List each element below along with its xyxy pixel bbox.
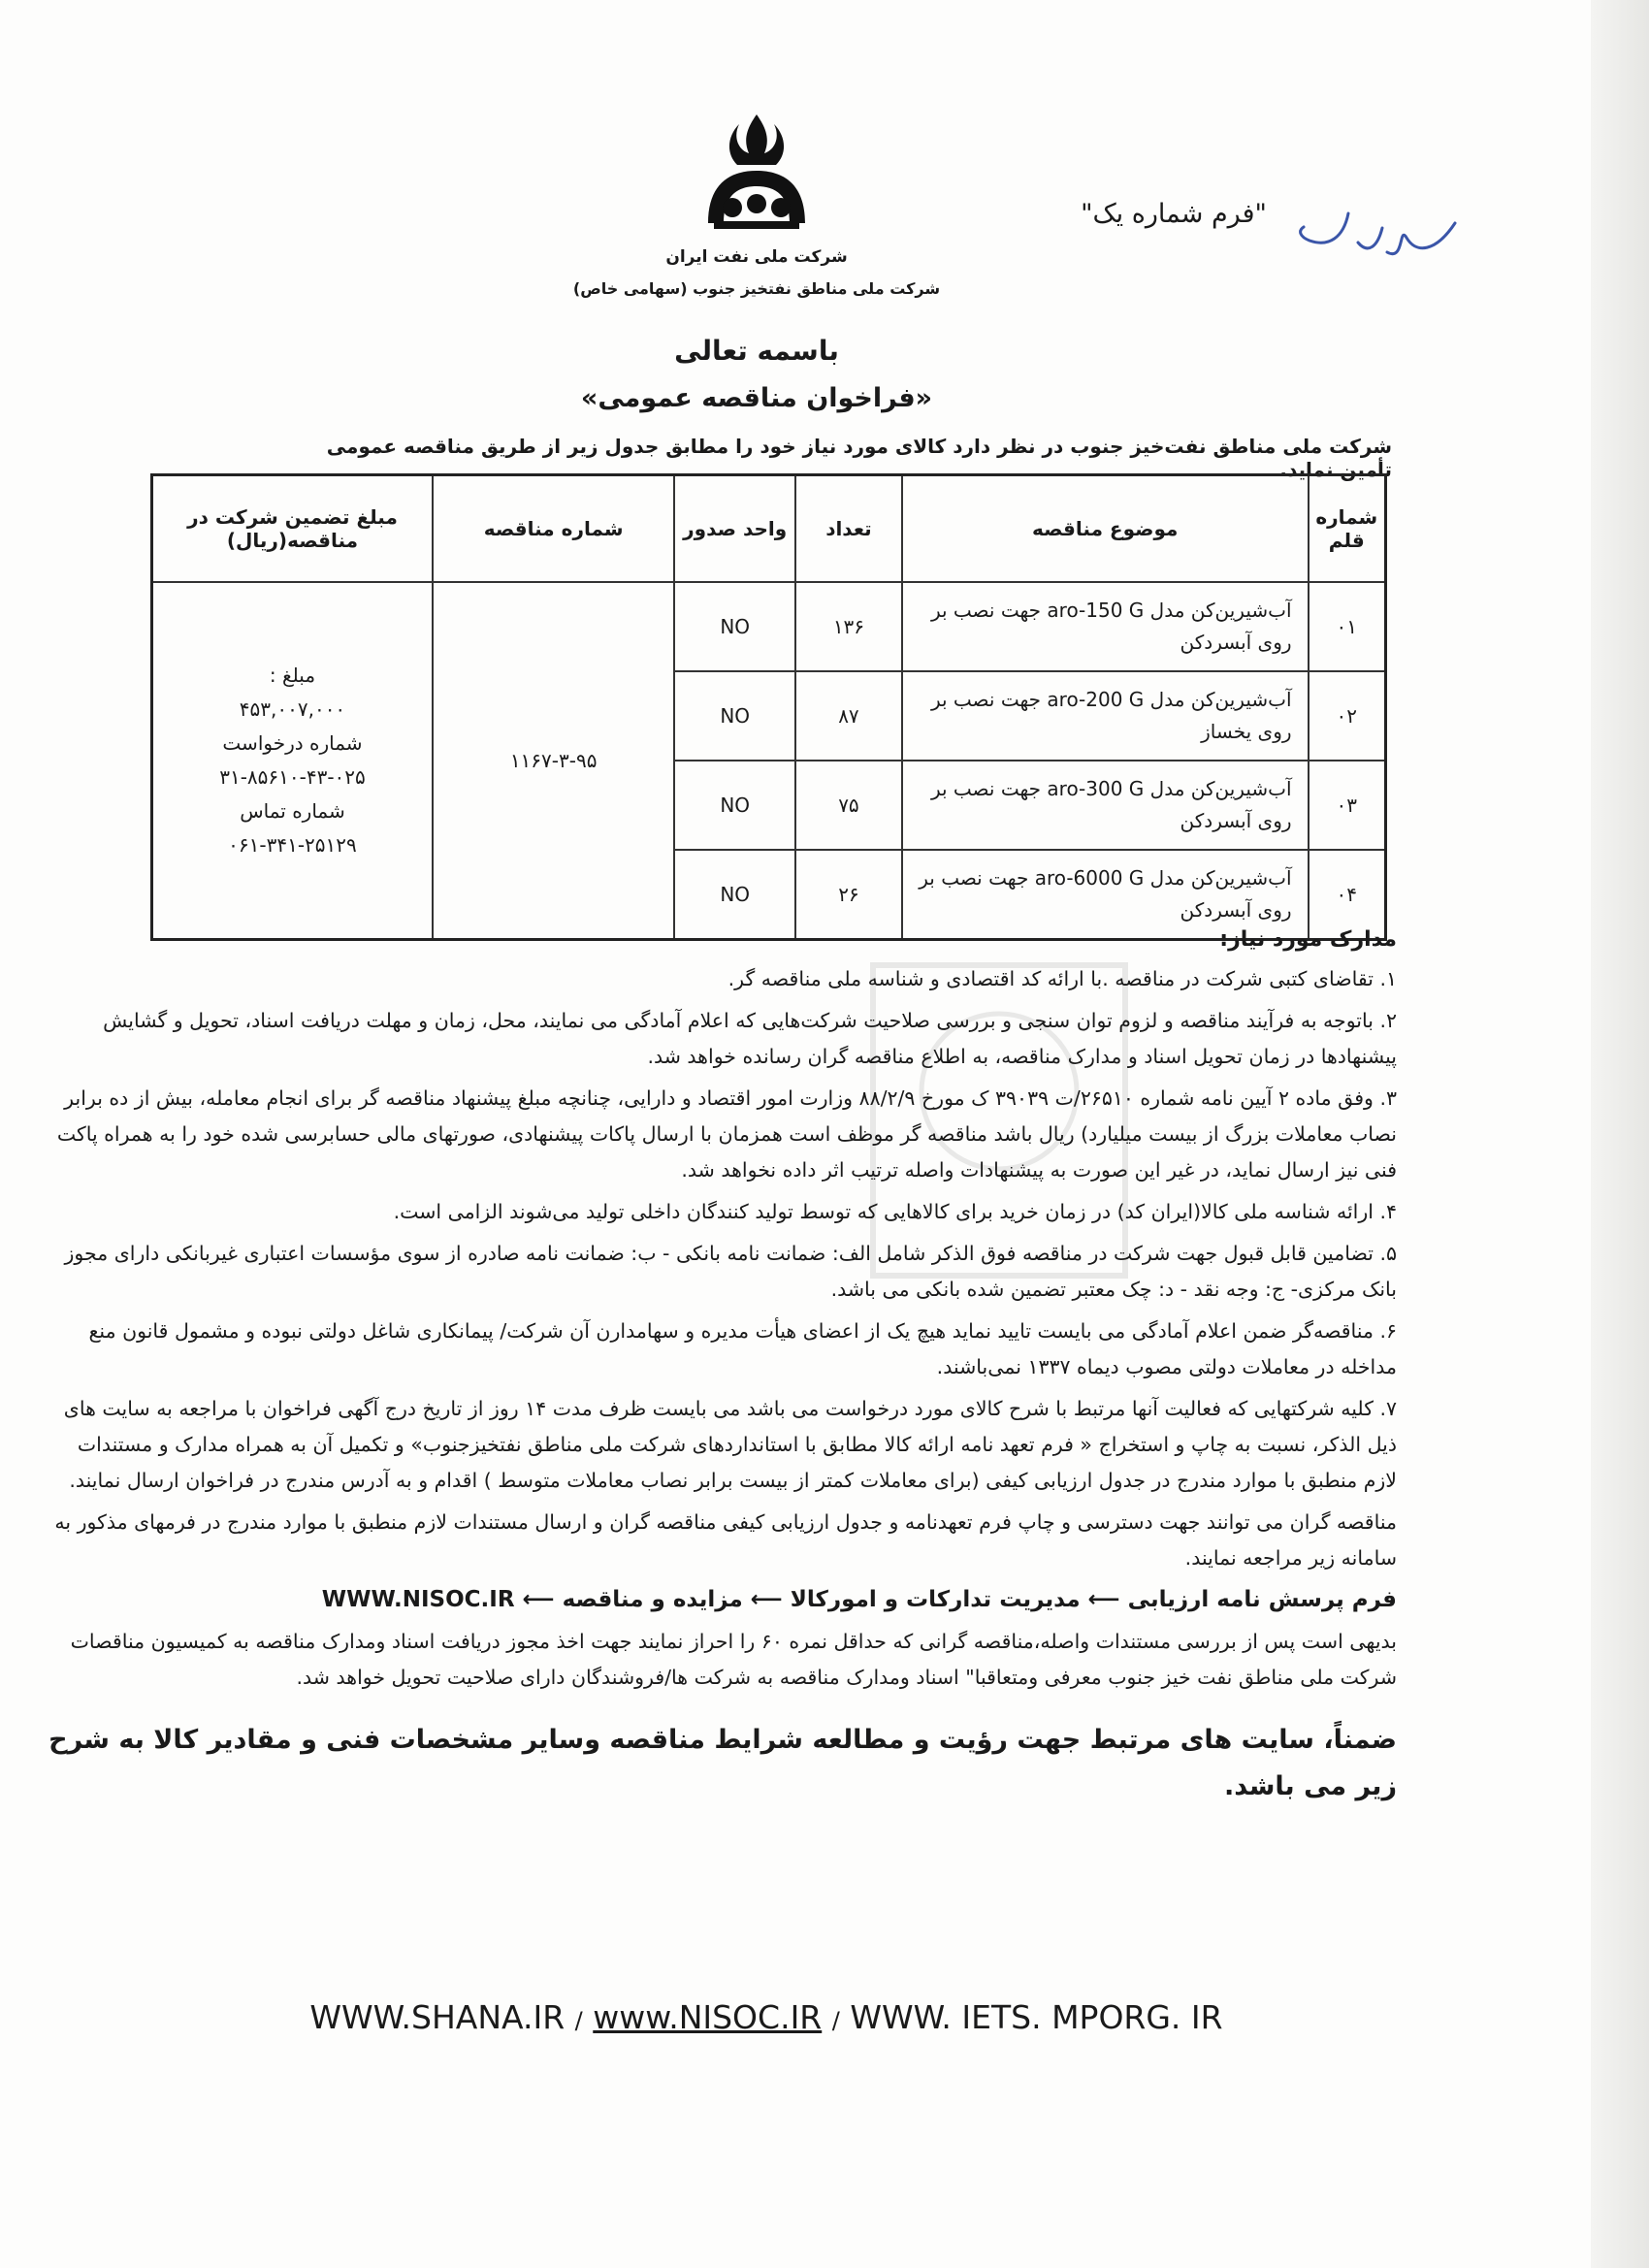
cell-unit: NO <box>674 761 795 850</box>
arrow-icon: ⟵ <box>1087 1587 1120 1612</box>
site-link-shana[interactable]: WWW.SHANA.IR <box>309 1998 566 2036</box>
requirement-item: ۴. ارائه شناسه ملی کالا(ایران کد) در زمان خرید برای کالاهایی که توسط تولید کنندگان داخلی تولید می‌شوند الزامی است. <box>393 1200 1397 1223</box>
docs-title: مدارک مورد نیاز: <box>1219 927 1397 952</box>
sites-line <box>233 1998 1300 2036</box>
intro-text: شرکت ملی مناطق نفت‌خیز جنوب در نظر دارد کالای مورد نیاز خود را مطابق جدول زیر از طریق مناقصه عمومی تأمین نماید. <box>326 435 1392 481</box>
scan-edge <box>1591 0 1649 2268</box>
form-number: "فرم شماره یک" <box>1081 199 1267 229</box>
guarantee-amount-label: مبلغ : <box>269 664 316 687</box>
requirement-item: ۱. تقاضای کتبی شرکت در مناقصه .با ارائه کد اقتصادی و شناسه ملی مناقصه گر. <box>728 967 1397 990</box>
arrow-icon: ⟵ <box>750 1587 783 1612</box>
final-note: ضمناً، سایت های مرتبط جهت رؤیت و مطالعه شرایط مناقصه وسایر مشخصات فنی و مقادیر کالا به شرح زیر می باشد. <box>48 1725 1397 1801</box>
cell-guarantee <box>152 582 433 940</box>
basmala: باسمه تعالی <box>674 335 839 367</box>
guarantee-amount: ۴۵۳,۰۰۷,۰۰۰ <box>239 697 346 721</box>
body-section <box>39 922 1397 1816</box>
contact-number: ۰۶۱-۳۴۱-۲۵۱۲۹ <box>228 833 357 857</box>
cell-qty: ۷۵ <box>795 761 902 850</box>
nioc-logo <box>679 107 834 243</box>
company-name: شرکت ملی نفت ایران <box>665 247 848 267</box>
contact-label: شماره تماس <box>240 799 345 823</box>
header-qty: تعداد <box>795 475 902 583</box>
cell-subject: آب‌شیرین‌کن مدل aro-200 G جهت نصب بر روی یخساز <box>902 671 1309 761</box>
arrow-icon: ⟵ <box>522 1587 555 1612</box>
subsidiary-name: شرکت ملی مناطق نفتخیز جنوب (سهامی خاص) <box>572 279 941 298</box>
separator: / <box>831 2007 840 2034</box>
cell-qty: ۱۳۶ <box>795 582 902 671</box>
table-header-row <box>152 475 1386 583</box>
cell-unit: NO <box>674 850 795 940</box>
header-row-no: شماره قلم <box>1309 475 1386 583</box>
requirement-item: ۲. باتوجه به فرآیند مناقصه و لزوم توان سنجی و بررسی صلاحیت شرکت‌هایی که اعلام آمادگی می نمایند، محل، زمان و مهلت دریافت اسناد، تحویل و گشایش پیشنهادها در زمان تحویل اسناد و مدارک مناقصه، به اطلاع مناقصه گران رسانده خواهد شد. <box>103 1009 1397 1068</box>
site-link-iets[interactable]: WWW. IETS. MPORG. IR <box>850 1998 1223 2036</box>
header-guarantee: مبلغ تضمین شرکت در مناقصه(ریال) <box>152 475 433 583</box>
nav-step-tenders: مزایده و مناقصه <box>562 1587 743 1612</box>
request-number: ۳۱-۸۵۶۱۰-۴۳-۰۲۵ <box>219 765 366 789</box>
cell-unit: NO <box>674 671 795 761</box>
cell-row-no: ۰۱ <box>1309 582 1386 671</box>
header-subject: موضوع مناقصه <box>902 475 1309 583</box>
tender-table <box>150 473 1387 941</box>
requirement-item: ۵. تضامین قابل قبول جهت شرکت در مناقصه فوق الذکر شامل الف: ضمانت نامه بانکی - ب: ضمانت نامه صادره از سوی مؤسسات اعتباری غیربانکی دارای مجوز بانک مرکزی- ج: وجه نقد - د: چک معتبر تضمین شده بانکی می باشد. <box>64 1242 1397 1301</box>
cell-qty: ۸۷ <box>795 671 902 761</box>
request-label: شماره درخواست <box>222 731 363 755</box>
site-link-nisoc[interactable]: www.NISOC.IR <box>593 1998 823 2036</box>
nav-step-procurement: مدیریت تدارکات و امورکالا <box>790 1587 1081 1612</box>
separator: / <box>574 2007 583 2034</box>
table-row <box>152 582 1386 671</box>
header-tender-no: شماره مناقصه <box>433 475 674 583</box>
cell-row-no: ۰۳ <box>1309 761 1386 850</box>
nav-path <box>39 1582 1397 1618</box>
cell-row-no: ۰۴ <box>1309 850 1386 940</box>
cell-row-no: ۰۲ <box>1309 671 1386 761</box>
cell-subject: آب‌شیرین‌کن مدل aro-6000 G جهت نصب بر روی آبسردکن <box>902 850 1309 940</box>
requirement-item: ۶. مناقصه‌گر ضمن اعلام آمادگی می بایست تایید نماید هیچ یک از اعضای هیأت مدیره و سهامدارن آن شرکت/ پیمانکاری شاغل دولتی نبوده و مشمول قانون منع مداخله در معاملات دولتی مصوب دیماه ۱۳۳۷ نمی‌باشند. <box>88 1319 1397 1378</box>
nav-site-link[interactable]: WWW.NISOC.IR <box>321 1587 515 1612</box>
cell-tender-no: ۱۱۶۷-۳-۹۵ <box>433 582 674 940</box>
cell-unit: NO <box>674 582 795 671</box>
requirement-item: ۳. وفق ماده ۲ آیین نامه شماره ۲۶۵۱۰/ت ۳۹۰۳۹ ک مورخ ۸۸/۲/۹ وزارت امور اقتصاد و دارایی، چنانچه مبلغ پیشنهاد مناقصه گر برای انجام معامله، بیش از ده برابر نصاب معاملات بزرگ از بیست میلیارد) ریال باشد مناقصه گر موظف است همزمان با ارسال پاکات پیشنهادی، صورتهای مالی حسابرسی شده خود را به همراه پاکت فنی نیز ارسال نماید، در غیر این صورت به پیشنهادات واصله ترتیب اثر داده نخواهد شد. <box>56 1086 1397 1182</box>
handwritten-signature <box>1290 194 1465 272</box>
requirement-item: ۷. کلیه شرکتهایی که فعالیت آنها مرتبط با شرح کالای مورد درخواست می باشد می بایست ظرف مدت ۱۴ روز از تاریخ درج آگهی فراخوان با مراجعه به سایت های ذیل الذکر، نسبت به چاپ و استخراج « فرم تعهد نامه ارائه کالا مطابق با استانداردهای شرکت ملی مناطق نفتخیزجنوب» و تکمیل آن به همراه مدارک و مستندات لازم منطبق با موارد مندرج در جدول ارزیابی کیفی (برای معاملات کمتر از بیست برابر نصاب معاملات متوسط ) اقدام و به آدرس مندرج در فراخوان ارسال نمایند. <box>63 1397 1397 1492</box>
header-unit: واحد صدور <box>674 475 795 583</box>
page-title: «فراخوان مناقصه عمومی» <box>580 383 933 413</box>
cell-subject: آب‌شیرین‌کن مدل aro-300 G جهت نصب بر روی آبسردکن <box>902 761 1309 850</box>
access-note: مناقصه گران می توانند جهت دسترسی و چاپ فرم تعهدنامه و جدول ارزیابی کیفی مناقصه گران و ارسال مستندات لازم منطبق با موارد مندرج در فرمهای مذکور به سامانه زیر مراجعه نمایند. <box>54 1510 1397 1570</box>
cell-subject: آب‌شیرین‌کن مدل aro-150 G جهت نصب بر روی آبسردکن <box>902 582 1309 671</box>
cell-qty: ۲۶ <box>795 850 902 940</box>
evaluation-note: بدیهی است پس از بررسی مستندات واصله،مناقصه گرانی که حداقل نمره ۶۰ را احراز نمایند جهت اخذ مجوز دریافت اسناد ومدارک مناقصه به کمیسیون مناقصات شرکت ملی مناطق نفت خیز جنوب معرفی ومتعاقبا" اسناد ومدارک مناقصه به شرکت ها/فروشندگان دارای صلاحیت تحویل خواهد شد. <box>70 1630 1397 1689</box>
nav-form-label: فرم پرسش نامه ارزیابی <box>1127 1587 1397 1612</box>
